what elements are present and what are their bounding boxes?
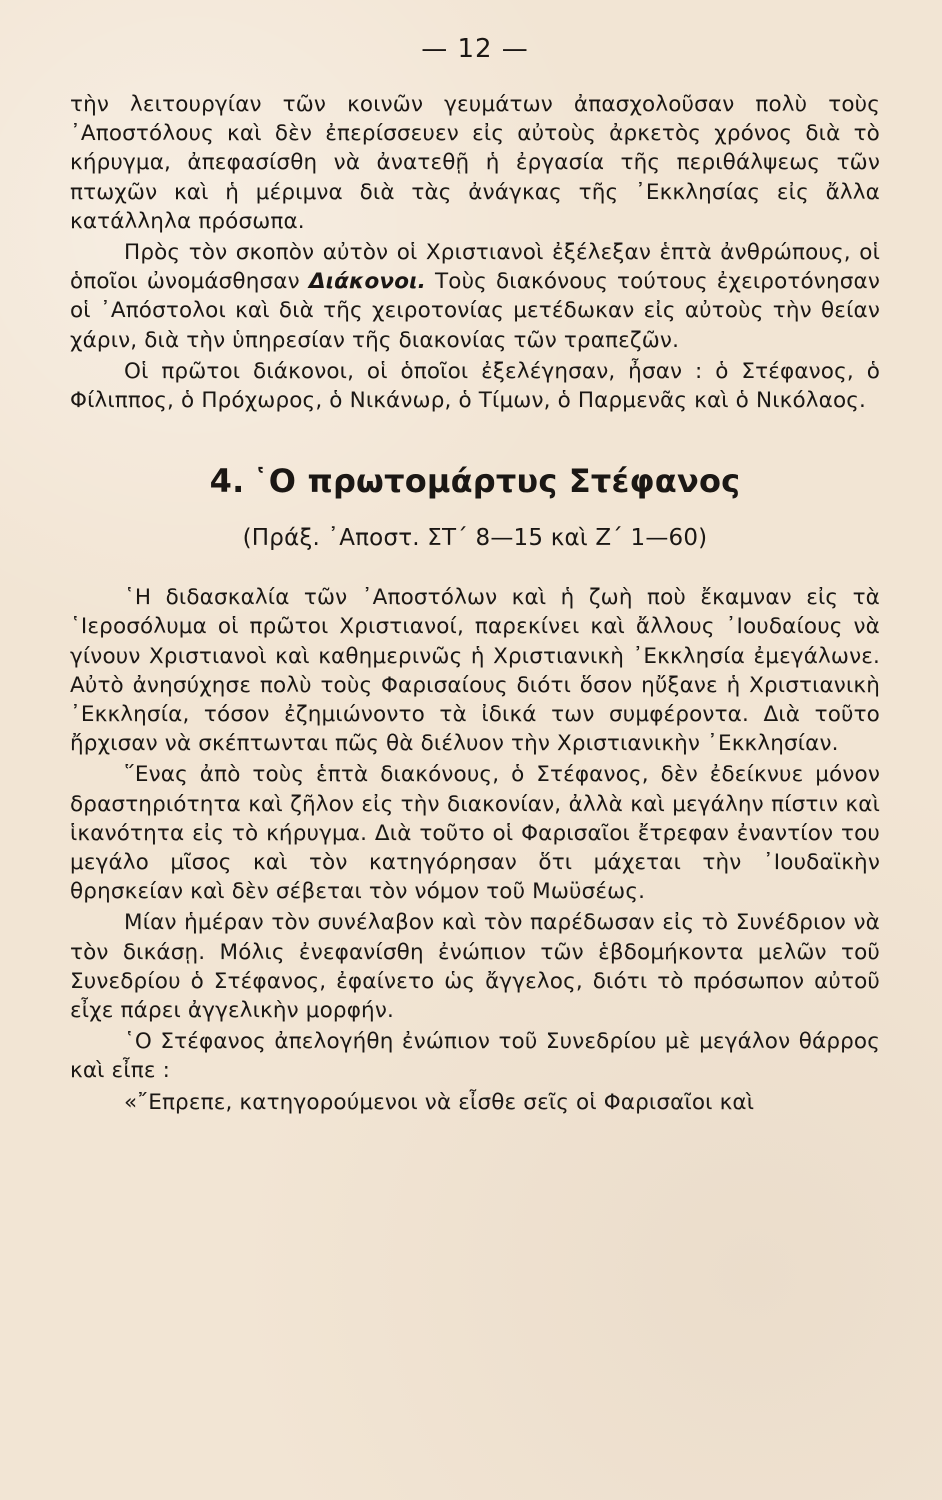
section-title: ῾Ο πρωτομάρτυς Στέφανος bbox=[252, 462, 741, 501]
paragraph-deacons-emphasis: Διάκονοι. bbox=[308, 269, 426, 295]
paragraph-names: Οἱ πρῶτοι διάκονοι, οἱ ὁποῖοι ἐξελέγησαν, ἦσαν : ὁ Στέφανος, ὁ Φίλιππος, ὁ Πρόχωρος, ὁ Νικάνωρ, ὁ Τίμων, ὁ Παρμενᾶς καὶ ὁ Νικόλαος. bbox=[70, 358, 880, 414]
paragraph-bottom-1: ῾Η διδασκαλία τῶν ᾿Αποστόλων καὶ ἡ ζωὴ ποὺ ἔκαμναν εἰς τὰ ῾Ιεροσόλυμα οἱ πρῶτοι Χριστιανοί, παρεκίνει καὶ ἄλλους ᾿Ιουδαίους νὰ γίνουν Χριστιανοὶ καὶ καθημερινῶς ἡ Χριστιανικὴ ᾿Εκκλησία ἐμεγάλωνε. Αὐτὸ ἀνησύχησε πολὺ τοὺς Φαρισαίους διότι ὅσον ηὔξανε ἡ Χριστιανικὴ ᾿Εκκλησία, τόσον ἐζημιώνοντο τὰ ἰδικά των συμφέροντα. Διὰ τοῦτο ἤρχισαν νὰ σκέπτωνται πῶς θὰ διέλυον τὴν Χριστιανικὴν ᾿Εκκλησίαν. bbox=[70, 585, 880, 757]
paragraph-top-1: τὴν λειτουργίαν τῶν κοινῶν γευμάτων ἀπασχολοῦσαν πολὺ τοὺς ᾿Αποστόλους καὶ δὲν ἐπερίσσευεν εἰς αὐτοὺς ἀρκετὸς χρόνος διὰ τὸ κήρυγμα, ἀπεφασίσθη νὰ ἀνατεθῇ ἡ ἐργασία τῆς περιθάλψεως τῶν πτωχῶν καὶ ἡ μέριμνα διὰ τὰς ἀνάγκας τῆς ᾿Εκκλησίας εἰς ἄλλα κατάλληλα πρόσωπα. bbox=[70, 92, 880, 234]
section-heading bbox=[70, 462, 880, 500]
paragraph-deacons-after: Τοὺς διακόνους τούτους ἐχειροτόνησαν οἱ ᾿Απόστολοι καὶ διὰ τῆς χειροτονίας μετέδωκαν εἰς αὐτοὺς τὴν θείαν χάριν, διὰ τὴν ὑπηρεσίαν τῆς διακονίας τῶν τραπεζῶν. bbox=[70, 269, 881, 353]
paragraph-bottom-4: ῾Ο Στέφανος ἀπελογήθη ἐνώπιον τοῦ Συνεδρίου μὲ μεγάλον θάρρος καὶ εἶπε : bbox=[70, 1029, 880, 1084]
paragraph-bottom-3: Μίαν ἡμέραν τὸν συνέλαβον καὶ τὸν παρέδωσαν εἰς τὸ Συνέδριον νὰ τὸν δικάσῃ. Μόλις ἐνεφανίσθη ἐνώπιον τῶν ἑβδομήκοντα μελῶν τοῦ Συνεδρίου ὁ Στέφανος, ἐφαίνετο ὡς ἄγγελος, διότι τὸ πρόσωπον αὐτοῦ εἶχε πάρει ἀγγελικὴν μορφήν. bbox=[70, 910, 880, 1024]
paragraph-deacons-before: Πρὸς τὸν σκοπὸν αὐτὸν οἱ Χριστιανοὶ ἐξέλεξαν ἑπτὰ ἀνθρώπους, οἱ ὁποῖοι ὠνομάσθησαν bbox=[70, 240, 880, 295]
paragraph-deacons bbox=[70, 238, 880, 355]
paragraph-bottom-5: «῎Επρεπε, κατηγορούμενοι νὰ εἶσθε σεῖς οἱ Φαρισαῖοι καὶ bbox=[124, 1089, 755, 1115]
section-number: 4. bbox=[209, 462, 245, 501]
page-number: — 12 — bbox=[421, 34, 529, 64]
paragraph-bottom-2: ῞Ενας ἀπὸ τοὺς ἑπτὰ διακόνους, ὁ Στέφανος, δὲν ἐδείκνυε μόνον δραστηριότητα καὶ ζῆλον εἰς τὴν διακονίαν, ἀλλὰ καὶ μεγάλην πίστιν καὶ ἱκανότητα εἰς τὸ κήρυγμα. Διὰ τοῦτο οἱ Φαρισαῖοι ἔτρεφαν ἐναντίον του μεγάλο μῖσος καὶ τὸν κατηγόρησαν ὅτι μάχεται τὴν ᾿Ιουδαϊκὴν θρησκείαν καὶ δὲν σέβεται τὸν νόμον τοῦ Μωϋσέως. bbox=[70, 762, 880, 905]
scripture-reference: (Πράξ. ᾿Αποστ. ΣΤ΄ 8—15 καὶ Ζ΄ 1—60) bbox=[242, 524, 708, 551]
